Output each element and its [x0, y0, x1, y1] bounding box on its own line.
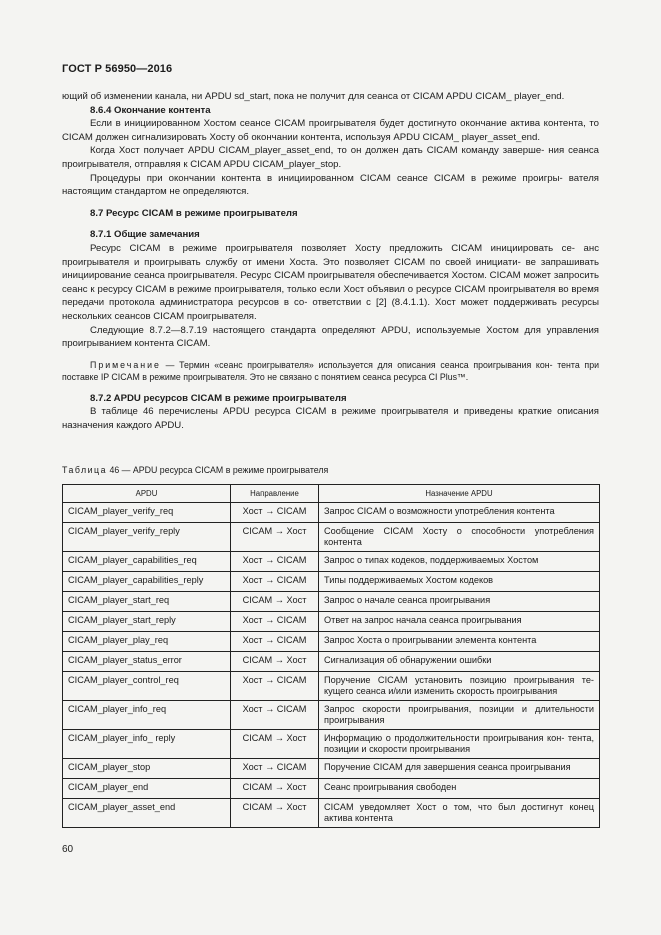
column-header: Направление	[231, 485, 319, 503]
heading-8-7-2: 8.7.2 APDU ресурсов CICAM в режиме проигрывателя	[90, 392, 347, 404]
table-row	[63, 672, 600, 701]
table-row	[63, 612, 600, 632]
table-row	[63, 759, 600, 779]
direction-cell: CICAM → Хост	[231, 779, 319, 799]
purpose-cell: Поручение CICAM установить позицию проигрывания те- кущего сеанса и/или изменить скорость проигрывания	[319, 672, 600, 701]
apdu-cell: CICAM_player_verify_reply	[63, 523, 231, 552]
purpose-cell: Сообщение CICAM Хосту о способности употребления контента	[319, 523, 600, 552]
apdu-cell: CICAM_player_verify_req	[63, 503, 231, 523]
apdu-cell: CICAM_player_capabilities_req	[63, 552, 231, 572]
table-row	[63, 632, 600, 652]
table-header-row	[63, 485, 600, 503]
purpose-cell: Сеанс проигрывания свободен	[319, 779, 600, 799]
table-row	[63, 572, 600, 592]
paragraph: Следующие 8.7.2—8.7.19 настоящего стандарта определяют APDU, используемые Хостом для управления проигрыванием контента CICAM.	[62, 324, 599, 350]
direction-cell: CICAM → Хост	[231, 799, 319, 828]
table-caption	[62, 464, 328, 476]
paragraph-continuation: ющий об изменении канала, ни APDU sd_start, пока не получит для сеанса от CICAM APDU CICAM_ player_end.	[62, 91, 565, 102]
apdu-cell: CICAM_player_start_req	[63, 592, 231, 612]
table-row	[63, 503, 600, 523]
purpose-cell: Запрос Хоста о проигрывании элемента контента	[319, 632, 600, 652]
direction-cell: CICAM → Хост	[231, 523, 319, 552]
direction-cell: CICAM → Хост	[231, 592, 319, 612]
direction-cell: CICAM → Хост	[231, 730, 319, 759]
purpose-cell: Запрос о начале сеанса проигрывания	[319, 592, 600, 612]
paragraph: Ресурс CICAM в режиме проигрывателя позволяет Хосту предложить CICAM инициировать се- анс проигрывателя и проигрывать службу от имени Хоста. Это позволяет CICAM по своей инициати- ве запрашивать инициирование сеанса проигрывателя. Ресурс CICAM проигрывателя обеспечивается Хостом. CICAM может запросить сеанс к ресурсу CICAM в режиме проигрывателя, только если Хост объявил о ресурсе CICAM проигрывателя во время передачи протокола администратора ресурсов в со- ответствии с [2] (8.4.1.1). Хост может поддерживать ресурсы нескольких сеансов CICAM проигрывателя.	[62, 242, 599, 322]
table-row	[63, 652, 600, 672]
purpose-cell: Типы поддерживаемых Хостом кодеков	[319, 572, 600, 592]
note-text: — Термин «сеанс проигрывателя» используется для описания сеанса проигрывания кон- тента при поставке IP CICAM в режиме проигрывателя. Это не связано с понятием сеанса ресурса CI Plus™.	[62, 359, 599, 383]
heading-8-7-1: 8.7.1 Общие замечания	[90, 229, 200, 241]
paragraph: Процедуры при окончании контента в инициированном CICAM сеансе CICAM в режиме проигры- вателя настоящим стандартом не определяются.	[62, 172, 599, 198]
table-row	[63, 799, 600, 828]
note	[62, 359, 599, 384]
table-caption-label: Таблица	[62, 465, 107, 475]
direction-cell: Хост → CICAM	[231, 759, 319, 779]
table-row	[63, 592, 600, 612]
table-row	[63, 779, 600, 799]
table-row	[63, 523, 600, 552]
direction-cell: Хост → CICAM	[231, 572, 319, 592]
purpose-cell: Сигнализация об обнаружении ошибки	[319, 652, 600, 672]
apdu-cell: CICAM_player_info_req	[63, 701, 231, 730]
document-header: ГОСТ Р 56950—2016	[62, 63, 173, 75]
paragraph: В таблице 46 перечислены APDU ресурса CICAM в режиме проигрывателя и приведены краткие описания назначения каждого APDU.	[62, 406, 599, 431]
table-caption-text: 46 — APDU ресурса CICAM в режиме проигрывателя	[107, 465, 329, 475]
apdu-cell: CICAM_player_play_req	[63, 632, 231, 652]
purpose-cell: Поручение CICAM для завершения сеанса проигрывания	[319, 759, 600, 779]
direction-cell: Хост → CICAM	[231, 503, 319, 523]
purpose-cell: Запрос о типах кодеков, поддерживаемых Хостом	[319, 552, 600, 572]
direction-cell: CICAM → Хост	[231, 652, 319, 672]
table-row	[63, 730, 600, 759]
purpose-cell: Ответ на запрос начала сеанса проигрывания	[319, 612, 600, 632]
table-row	[63, 701, 600, 730]
apdu-cell: CICAM_player_info_ reply	[63, 730, 231, 759]
column-header: Назначение APDU	[319, 485, 600, 503]
heading-8-6-4: 8.6.4 Окончание контента	[90, 104, 211, 116]
apdu-cell: CICAM_player_start_reply	[63, 612, 231, 632]
heading-8-7: 8.7 Ресурс CICAM в режиме проигрывателя	[90, 207, 298, 219]
direction-cell: Хост → CICAM	[231, 612, 319, 632]
body-text	[62, 90, 599, 432]
purpose-cell: Информацию о продолжительности проигрывания кон- тента, позиции и скорости проигрывания	[319, 730, 600, 759]
apdu-cell: CICAM_player_stop	[63, 759, 231, 779]
direction-cell: Хост → CICAM	[231, 552, 319, 572]
note-label: Примечание	[90, 359, 161, 370]
table-row	[63, 552, 600, 572]
purpose-cell: Запрос скорости проигрывания, позиции и длительности проигрывания	[319, 701, 600, 730]
apdu-cell: CICAM_player_end	[63, 779, 231, 799]
apdu-cell: CICAM_player_asset_end	[63, 799, 231, 828]
apdu-table	[62, 484, 600, 828]
direction-cell: Хост → CICAM	[231, 701, 319, 730]
direction-cell: Хост → CICAM	[231, 632, 319, 652]
page-number: 60	[62, 844, 74, 855]
direction-cell: Хост → CICAM	[231, 672, 319, 701]
paragraph: Когда Хост получает APDU CICAM_player_asset_end, то он должен дать CICAM команду заверше- ния сеанса проигрывателя, отправляя к CICAM APDU CICAM_player_stop.	[62, 145, 599, 170]
apdu-cell: CICAM_player_status_error	[63, 652, 231, 672]
purpose-cell: CICAM уведомляет Хост о том, что был достигнут конец актива контента	[319, 799, 600, 828]
purpose-cell: Запрос CICAM о возможности употребления контента	[319, 503, 600, 523]
paragraph: Если в инициированном Хостом сеансе CICAM проигрывателя будет достигнуто окончание актива контента, то CICAM должен сигнализировать Хосту об окончании контента, используя APDU CICAM_ player_asset_end.	[62, 118, 599, 143]
apdu-cell: CICAM_player_control_req	[63, 672, 231, 701]
apdu-cell: CICAM_player_capabilities_reply	[63, 572, 231, 592]
column-header: APDU	[63, 485, 231, 503]
